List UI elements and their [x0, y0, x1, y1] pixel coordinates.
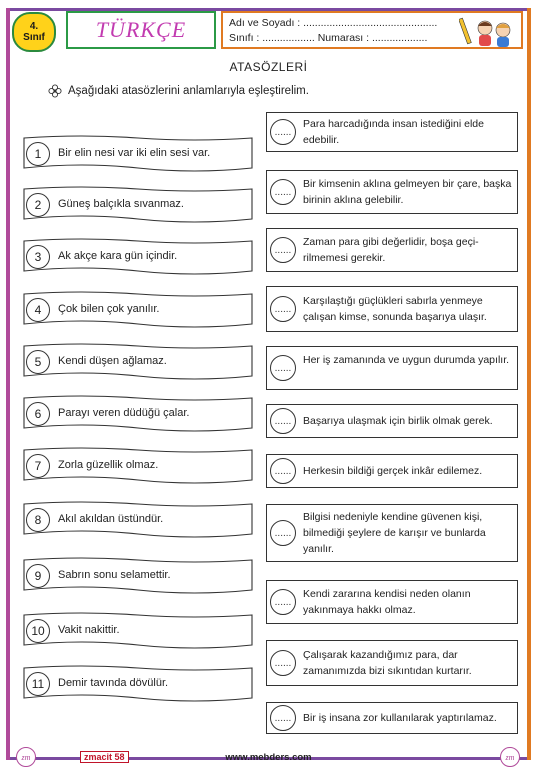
- flower-bullet-icon: [48, 84, 62, 98]
- proverb-number: 7: [26, 454, 50, 478]
- proverb-card: [22, 342, 254, 382]
- answer-blank[interactable]: ......: [270, 296, 296, 322]
- proverb-number: 5: [26, 350, 50, 374]
- meaning-box: [266, 170, 518, 214]
- meaning-text: Bir iş insana zor kullanılarak yaptırılamaz.: [303, 712, 497, 724]
- proverb-card: [22, 611, 254, 651]
- proverb-card: [22, 134, 254, 174]
- student-info-box: [221, 11, 523, 49]
- proverb-text: Zorla güzellik olmaz.: [58, 459, 159, 471]
- proverb-number: 1: [26, 142, 50, 166]
- instruction: [48, 84, 309, 98]
- meaning-box: [266, 228, 518, 272]
- proverb-card: [22, 664, 254, 704]
- proverb-number: 4: [26, 298, 50, 322]
- meaning-text: Karşılaştığı güçlükleri sabırla yenmeye çalışan kimse, sonunda başarıya ulaşır.: [303, 295, 487, 323]
- meaning-text: Para harcadığında insan istediğini elde edebilir.: [303, 118, 484, 146]
- proverb-card: [22, 394, 254, 434]
- answer-blank[interactable]: ......: [270, 520, 296, 546]
- meaning-box: [266, 112, 518, 152]
- answer-blank[interactable]: ......: [270, 119, 296, 145]
- answer-blank[interactable]: ......: [270, 408, 296, 434]
- meaning-box: [266, 640, 518, 686]
- footer-logo-left-icon: zm: [16, 747, 36, 767]
- proverb-text: Sabrın sonu selamettir.: [58, 569, 171, 581]
- proverb-card: [22, 237, 254, 277]
- proverb-text: Ak akçe kara gün içindir.: [58, 250, 178, 262]
- proverb-text: Güneş balçıkla sıvanmaz.: [58, 198, 184, 210]
- answer-blank[interactable]: ......: [270, 705, 296, 731]
- meaning-box: [266, 702, 518, 734]
- meaning-box: [266, 580, 518, 624]
- proverb-number: 9: [26, 564, 50, 588]
- meaning-text: Başarıya ulaşmak için birlik olmak gerek.: [303, 415, 493, 427]
- proverb-number: 2: [26, 193, 50, 217]
- meaning-text: Her iş zamanında ve uygun durumda yapılır.: [303, 354, 510, 366]
- proverb-card: [22, 446, 254, 486]
- class-number-line: Sınıfı : .................. Numarası : ...................: [229, 32, 428, 44]
- footer-logo-right-icon: zm: [500, 747, 520, 767]
- meaning-text: Bilgisi nedeniyle kendine güvenen kişi, bilmediği şeylere de karışır ve bunlarda yanılır.: [303, 511, 486, 555]
- answer-blank[interactable]: ......: [270, 650, 296, 676]
- proverb-number: 6: [26, 402, 50, 426]
- proverb-text: Kendi düşen ağlamaz.: [58, 355, 167, 367]
- answer-blank[interactable]: ......: [270, 237, 296, 263]
- proverb-text: Parayı veren düdüğü çalar.: [58, 407, 190, 419]
- name-line: Adı ve Soyadı : ..............................................: [229, 17, 438, 29]
- grade-number: 4.: [29, 21, 39, 32]
- proverb-text: Vakit nakittir.: [58, 624, 120, 636]
- footer-code: zmacit 58: [80, 751, 129, 763]
- proverb-card: [22, 290, 254, 330]
- meaning-text: Herkesin bildiği gerçek inkâr edilemez.: [303, 465, 483, 477]
- meaning-box: [266, 286, 518, 332]
- meaning-text: Çalışarak kazandığımız para, dar zamanımızda bizi sıkıntıdan kurtarır.: [303, 649, 472, 677]
- proverb-number: 3: [26, 245, 50, 269]
- subject-title: TÜRKÇE: [66, 11, 216, 49]
- proverb-text: Demir tavında dövülür.: [58, 677, 169, 689]
- instruction-text: Aşağıdaki atasözlerini anlamlarıyla eşleştirelim.: [68, 85, 309, 97]
- footer-website: www.mebders.com: [225, 752, 312, 763]
- proverb-text: Bir elin nesi var iki elin sesi var.: [58, 147, 211, 159]
- answer-blank[interactable]: ......: [270, 355, 296, 381]
- page-frame-left: [6, 8, 10, 760]
- meaning-box: [266, 454, 518, 488]
- wavy-banner-shape: [22, 611, 254, 651]
- page-title: ATASÖZLERİ: [229, 60, 308, 74]
- grade-badge: [12, 12, 56, 52]
- meaning-box: [266, 404, 518, 438]
- proverb-number: 10: [26, 619, 50, 643]
- answer-blank[interactable]: ......: [270, 179, 296, 205]
- grade-word: Sınıf: [23, 32, 45, 43]
- proverb-card: [22, 500, 254, 540]
- answer-blank[interactable]: ......: [270, 589, 296, 615]
- meaning-text: Bir kimsenin aklına gelmeyen bir çare, başka birinin aklına gelebilir.: [303, 178, 512, 206]
- answer-blank[interactable]: ......: [270, 458, 296, 484]
- proverb-number: 11: [26, 672, 50, 696]
- children-illustration-icon: [459, 16, 515, 48]
- meaning-text: Zaman para gibi değerlidir, boşa geçi- rilmemesi gerekir.: [303, 236, 479, 264]
- proverb-text: Çok bilen çok yanılır.: [58, 303, 160, 315]
- page-frame-right: [527, 8, 531, 760]
- meaning-text: Kendi zararına kendisi neden olanın yakınmaya hakkı olmaz.: [303, 588, 471, 616]
- proverb-number: 8: [26, 508, 50, 532]
- proverb-text: Akıl akıldan üstündür.: [58, 513, 164, 525]
- proverb-card: [22, 185, 254, 225]
- proverb-card: [22, 556, 254, 596]
- meaning-box: [266, 346, 518, 390]
- meaning-box: [266, 504, 518, 562]
